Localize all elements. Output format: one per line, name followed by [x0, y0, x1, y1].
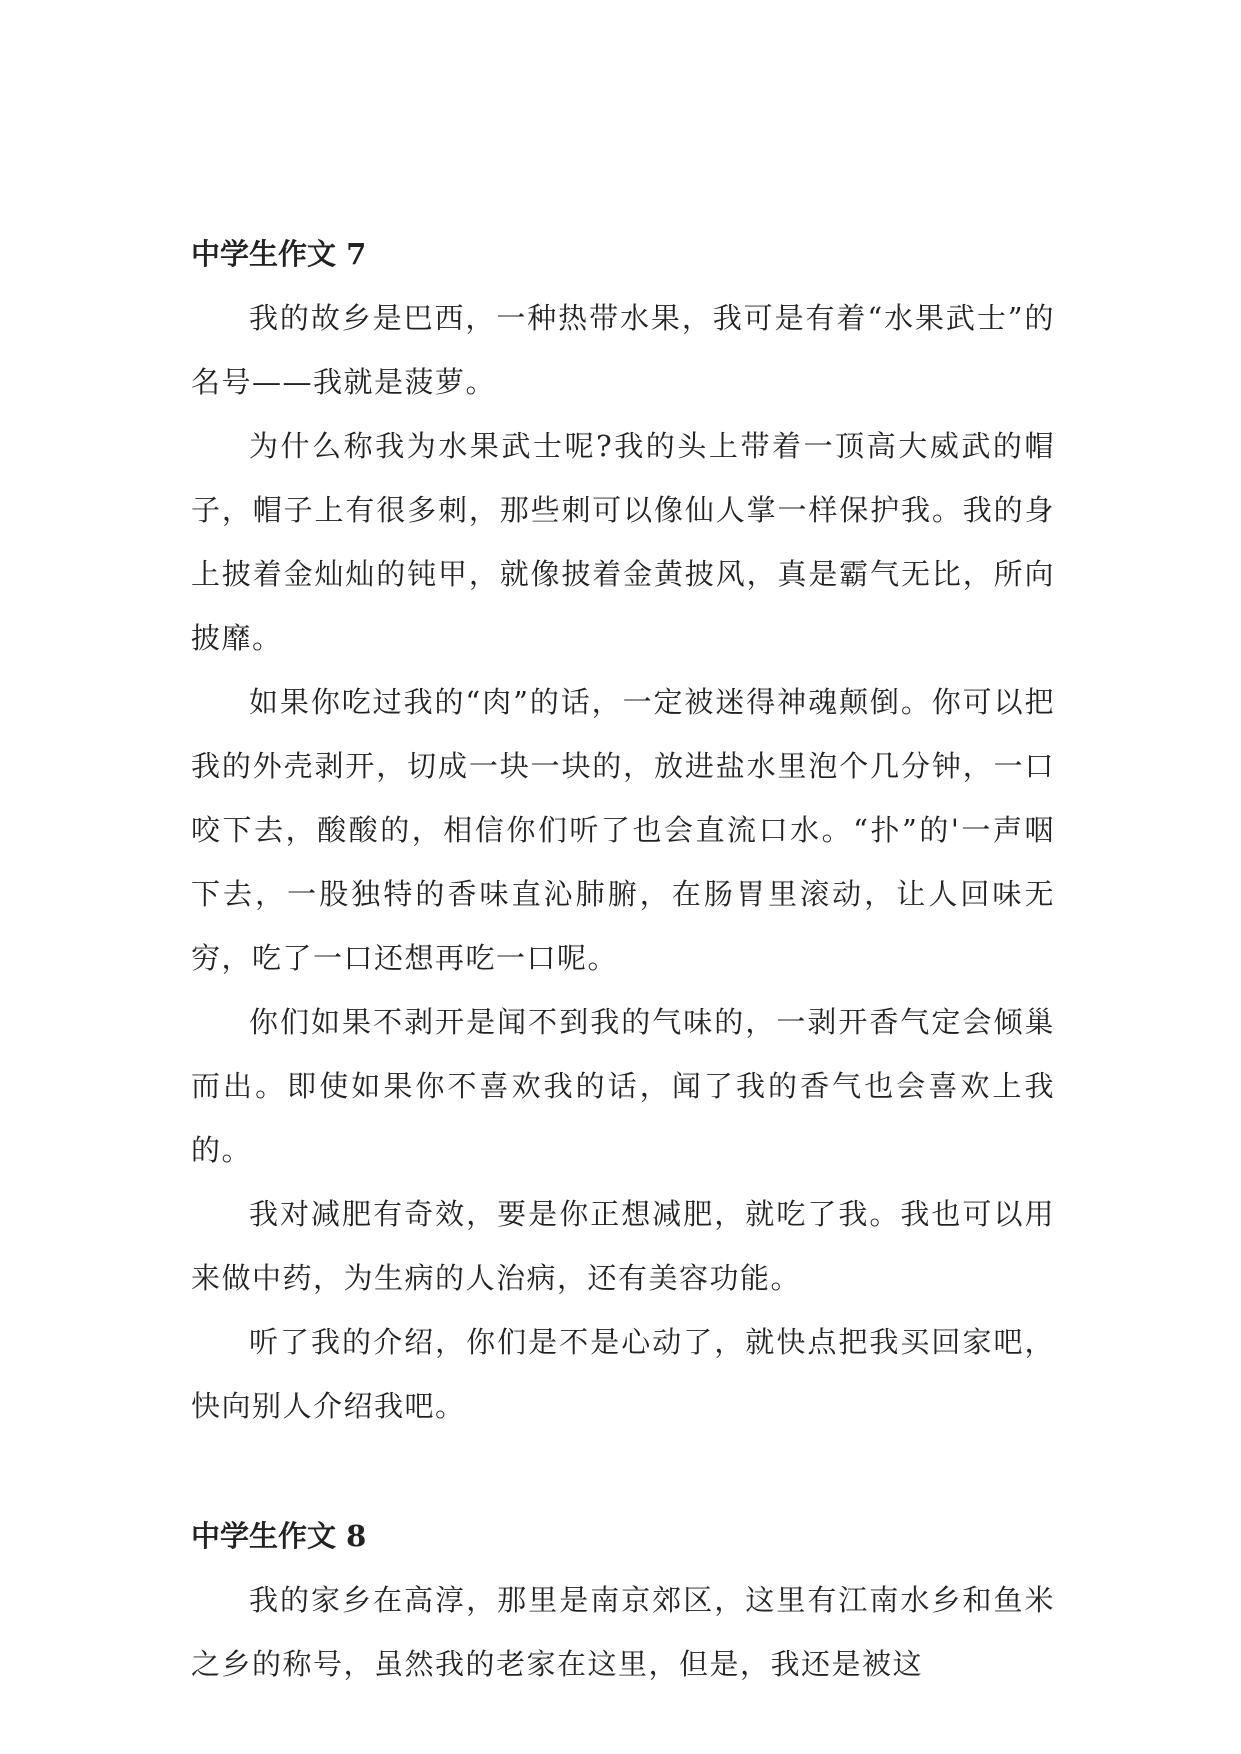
document-page: [191, 222, 1055, 1696]
essay-paragraph: 我的家乡在高淳，那里是南京郊区，这里有江南水乡和鱼米之乡的称号，虽然我的老家在这里，但是，我还是被这: [191, 1583, 1055, 1681]
essay-paragraph: 我对减肥有奇效，要是你正想减肥，就吃了我。我也可以用来做中药，为生病的人治病，还有美容功能。: [191, 1197, 1055, 1295]
essay-heading: 中学生作文 7: [191, 237, 367, 271]
essay-paragraph: 如果你吃过我的“肉”的话，一定被迷得神魂颠倒。你可以把我的外壳剥开，切成一块一块的，放进盐水里泡个几分钟，一口咬下去，酸酸的，相信你们听了也会直流口水。“扑”的'一声咽下去，一股独特的香味直沁肺腑，在肠胃里滚动，让人回味无穷，吃了一口还想再吃一口呢。: [191, 685, 1055, 975]
section-spacer: [191, 1438, 1055, 1504]
essay-paragraph: 听了我的介绍，你们是不是心动了，就快点把我买回家吧，快向别人介绍我吧。: [191, 1325, 1055, 1423]
essay-section-8: [191, 1504, 1055, 1696]
essay-heading: 中学生作文 8: [191, 1519, 367, 1553]
essay-paragraph: 为什么称我为水果武士呢?我的头上带着一顶高大威武的帽子，帽子上有很多刺，那些刺可以像仙人掌一样保护我。我的身上披着金灿灿的钝甲，就像披着金黄披风，真是霸气无比，所向披靡。: [191, 429, 1055, 655]
essay-paragraph: 我的故乡是巴西，一种热带水果，我可是有着“水果武士”的名号——我就是菠萝。: [191, 301, 1055, 399]
essay-section-7: [191, 222, 1055, 1438]
essay-paragraph: 你们如果不剥开是闻不到我的气味的，一剥开香气定会倾巢而出。即使如果你不喜欢我的话，闻了我的香气也会喜欢上我的。: [191, 1005, 1055, 1167]
